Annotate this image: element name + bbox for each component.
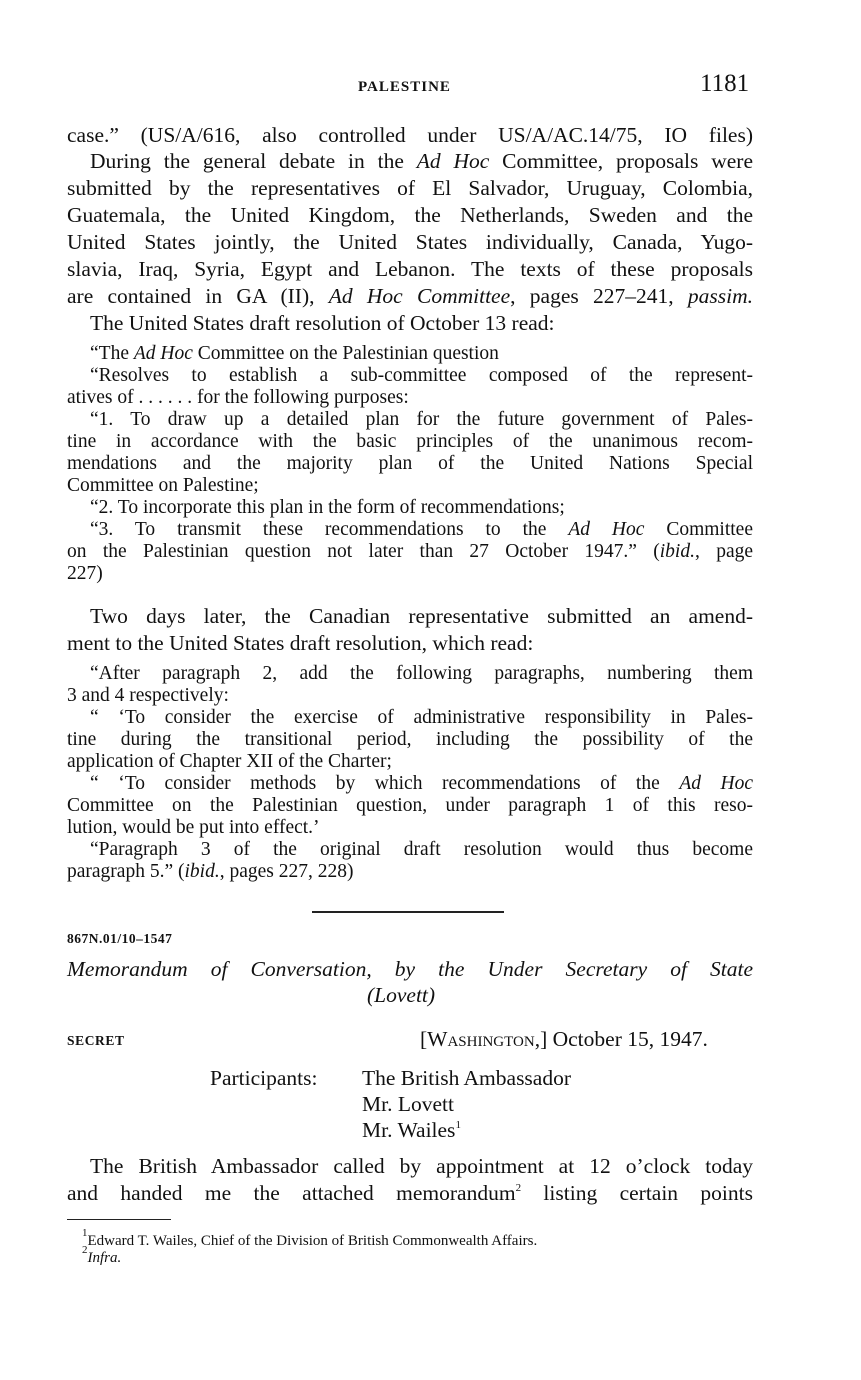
dateline: [Washington,] October 15, 1947. (420, 1027, 708, 1051)
quote-line: “The Ad Hoc Committee on the Palestinian question (90, 343, 499, 364)
quote-line: tine during the transitional period, including the possibility of the (67, 729, 753, 750)
quote-line: application of Chapter XII of the Charter; (67, 751, 392, 772)
footnote-rule (67, 1219, 171, 1220)
quote-line: lution, would be put into effect.’ (67, 817, 320, 838)
quote-line: “After paragraph 2, add the following paragraphs, numbering them (90, 663, 753, 684)
classification-label: SECRET (67, 1033, 125, 1048)
footnote-ref[interactable]: 1 (455, 1119, 461, 1131)
body-line: Two days later, the Canadian representative submitted an amend- (90, 604, 753, 628)
quote-line: “Paragraph 3 of the original draft resolution would thus become (90, 839, 753, 860)
file-number: 867N.01/10–1547 (67, 931, 173, 946)
intro-line: case.” (US/A/616, also controlled under US/A/AC.14/75, IO files) (67, 123, 753, 147)
quote-line: “Resolves to establish a sub-committee composed of the represent- (90, 365, 753, 386)
intro-line: Guatemala, the United Kingdom, the Netherlands, Sweden and the (67, 203, 753, 227)
quote-line: mendations and the majority plan of the United Nations Special (67, 453, 753, 474)
quote-line: 3 and 4 respectively: (67, 685, 229, 706)
footnote: $^2$Infra. (82, 1244, 122, 1266)
participants-label: Participants: (210, 1066, 318, 1090)
quote-line: “ ‘To consider the exercise of administrative responsibility in Pales- (90, 707, 753, 728)
intro-line: submitted by the representatives of El Salvador, Uruguay, Colombia, (67, 176, 753, 200)
section-divider (312, 911, 504, 913)
quote-line: “3. To transmit these recommendations to the Ad Hoc Committee (90, 519, 753, 540)
participant: Mr. Wailes$^1$ (362, 1118, 461, 1142)
quote-line: atives of . . . . . . for the following purposes: (67, 387, 409, 408)
body-line: The British Ambassador called by appointment at 12 o’clock today (90, 1154, 753, 1178)
body-line: and handed me the attached memorandum$^2$ listing certain points (67, 1181, 753, 1205)
participant: Mr. Lovett (362, 1092, 454, 1116)
running-head: PALESTINE (358, 79, 451, 95)
quote-line: “1. To draw up a detailed plan for the future government of Pales- (90, 409, 753, 430)
quote-line: “2. To incorporate this plan in the form of recommendations; (90, 497, 565, 518)
footnote-mark: 2 (82, 1244, 88, 1256)
quote-line: “ ‘To consider methods by which recommendations of the Ad Hoc (90, 773, 754, 794)
footnote-ref[interactable]: 2 (515, 1182, 522, 1194)
footnote-mark: 1 (82, 1227, 88, 1239)
quote-line: 227) (67, 563, 103, 584)
body-line: ment to the United States draft resolution, which read: (67, 631, 534, 655)
quote-line: paragraph 5.” (ibid., pages 227, 228) (67, 861, 354, 882)
quote-line: Committee on Palestine; (67, 475, 259, 496)
memo-title-author: (Lovett) (367, 983, 436, 1007)
intro-line: are contained in GA (II), Ad Hoc Committee, pages 227–241, passim. (67, 284, 753, 308)
intro-line: slavia, Iraq, Syria, Egypt and Lebanon. The texts of these proposals (67, 257, 753, 281)
page-number: 1181 (700, 70, 750, 97)
quote-line: Committee on the Palestinian question, under paragraph 1 of this reso- (67, 795, 753, 816)
intro-line: The United States draft resolution of October 13 read: (90, 311, 555, 335)
quote-line: on the Palestinian question not later than 27 October 1947.” (ibid., page (67, 541, 754, 562)
participant: The British Ambassador (362, 1066, 572, 1090)
intro-line: During the general debate in the Ad Hoc Committee, proposals were (90, 149, 754, 173)
intro-line: United States jointly, the United States individually, Canada, Yugo- (67, 230, 753, 254)
footnote: $^1$Edward T. Wailes, Chief of the Division of British Commonwealth Affairs. (82, 1227, 538, 1249)
memo-title: Memorandum of Conversation, by the Under Secretary of State (67, 957, 753, 981)
quote-line: tine in accordance with the basic principles of the unanimous recom- (67, 431, 753, 452)
